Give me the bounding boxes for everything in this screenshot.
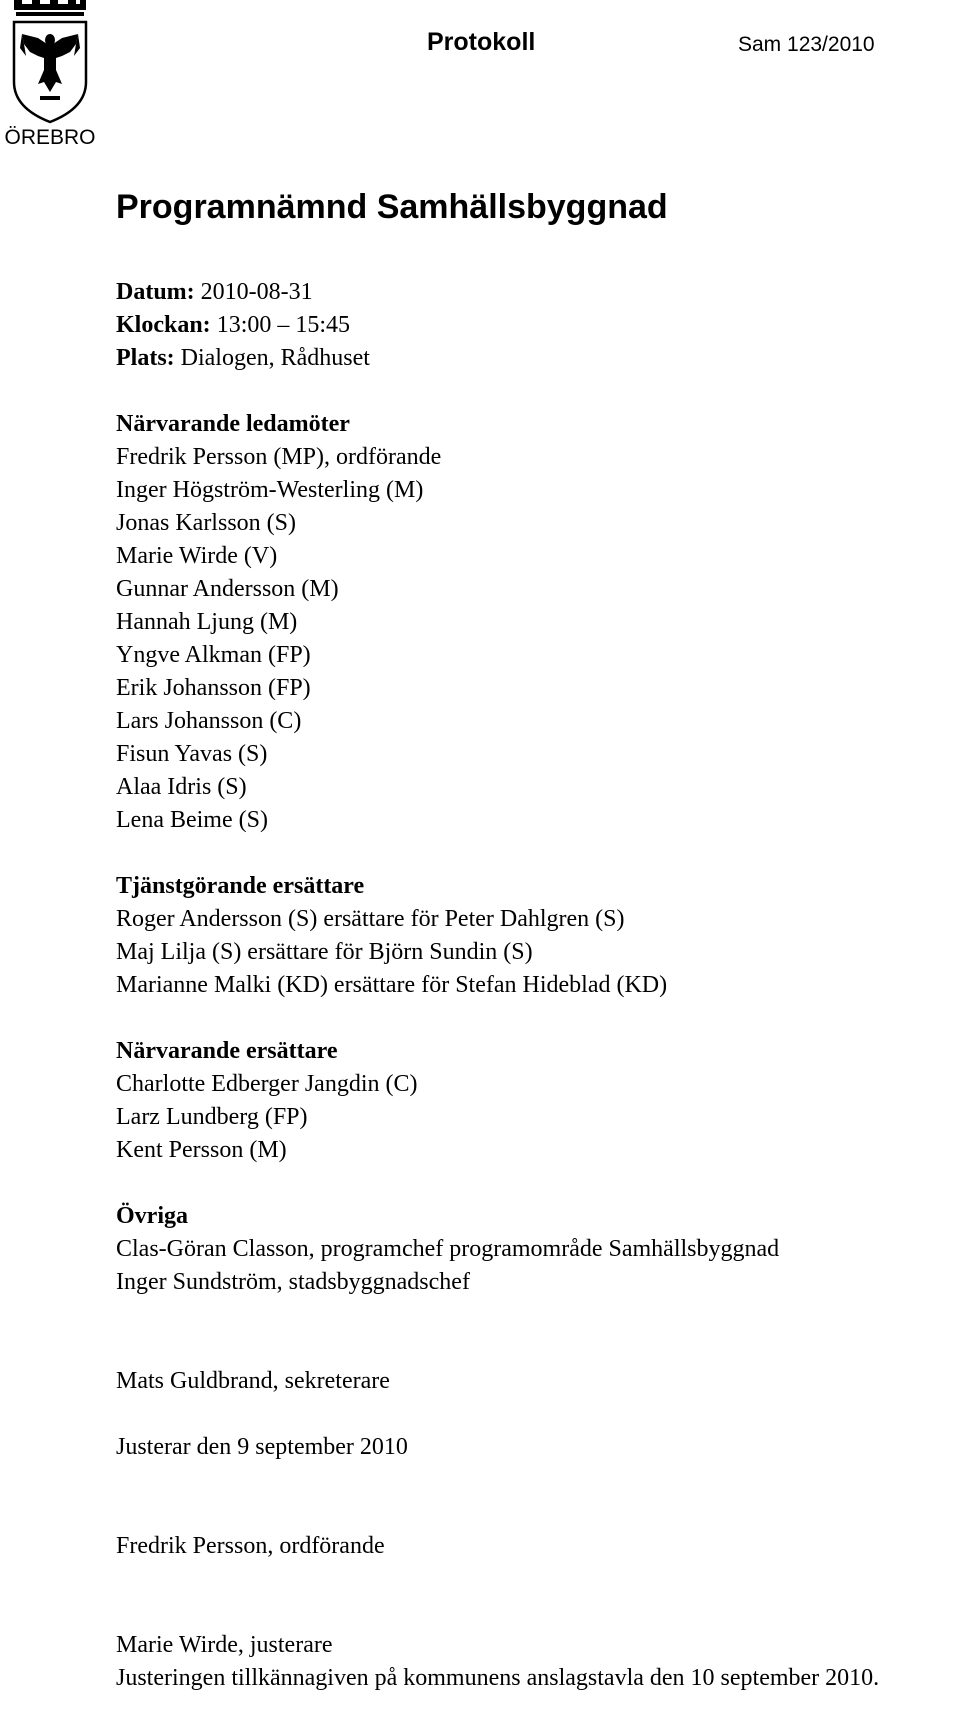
adjuster-signature: Marie Wirde, justerare <box>116 1632 333 1658</box>
spacer <box>116 837 946 870</box>
others-item: Clas-Göran Classon, programchef programområde Samhällsbyggnad <box>116 1236 780 1262</box>
date-label: Datum: <box>116 279 195 305</box>
page-title: Programnämnd Samhällsbyggnad <box>116 188 668 226</box>
member-item: Hannah Ljung (M) <box>116 609 298 635</box>
others-item: Inger Sundström, stadsbyggnadschef <box>116 1269 470 1295</box>
date-row <box>116 276 946 309</box>
spacer <box>116 375 946 408</box>
document-reference: Sam 123/2010 <box>738 33 875 56</box>
place-value: Dialogen, Rådhuset <box>180 345 370 371</box>
secretary-signature: Mats Guldbrand, sekreterare <box>116 1368 390 1394</box>
member-item: Jonas Karlsson (S) <box>116 510 296 536</box>
members-heading: Närvarande ledamöter <box>116 411 350 437</box>
present-substitute-item: Larz Lundberg (FP) <box>116 1104 308 1130</box>
present-substitutes-heading: Närvarande ersättare <box>116 1038 338 1064</box>
present-substitute-item: Kent Persson (M) <box>116 1137 287 1163</box>
spacer <box>116 1002 946 1035</box>
present-substitute-item: Charlotte Edberger Jangdin (C) <box>116 1071 418 1097</box>
announcement-text: Justeringen tillkännagiven på kommunens anslagstavla den 10 september 2010. <box>116 1665 880 1691</box>
spacer <box>116 1167 946 1200</box>
logo-text: ÖREBRO <box>4 126 96 149</box>
member-item: Lena Beime (S) <box>116 807 268 833</box>
member-item: Fisun Yavas (S) <box>116 741 268 767</box>
member-item: Alaa Idris (S) <box>116 774 247 800</box>
document-type-title: Protokoll <box>427 28 536 56</box>
document-body <box>116 276 946 1695</box>
member-item: Erik Johansson (FP) <box>116 675 311 701</box>
member-item: Yngve Alkman (FP) <box>116 642 311 668</box>
member-item: Inger Högström-Westerling (M) <box>116 477 424 503</box>
member-item: Lars Johansson (C) <box>116 708 302 734</box>
orebro-coat-of-arms-logo <box>0 0 100 160</box>
serving-substitutes-heading: Tjänstgörande ersättare <box>116 873 365 899</box>
member-item: Fredrik Persson (MP), ordförande <box>116 444 442 470</box>
time-row <box>116 309 946 342</box>
place-label: Plats: <box>116 345 175 371</box>
serving-substitute-item: Marianne Malki (KD) ersättare för Stefan Hideblad (KD) <box>116 972 668 998</box>
member-item: Marie Wirde (V) <box>116 543 278 569</box>
place-row <box>116 342 946 375</box>
chair-signature: Fredrik Persson, ordförande <box>116 1533 385 1559</box>
date-value: 2010-08-31 <box>200 279 313 305</box>
spacer <box>116 1464 946 1530</box>
spacer <box>116 1563 946 1629</box>
spacer <box>116 1299 946 1365</box>
spacer <box>116 1398 946 1431</box>
serving-substitute-item: Maj Lilja (S) ersättare för Björn Sundin (S) <box>116 939 533 965</box>
serving-substitute-item: Roger Andersson (S) ersättare för Peter Dahlgren (S) <box>116 906 625 932</box>
adjusted-date: Justerar den 9 september 2010 <box>116 1434 408 1460</box>
coat-of-arms-icon <box>0 0 100 130</box>
others-heading: Övriga <box>116 1203 188 1229</box>
time-value: 13:00 – 15:45 <box>216 312 351 338</box>
member-item: Gunnar Andersson (M) <box>116 576 339 602</box>
time-label: Klockan: <box>116 312 211 338</box>
